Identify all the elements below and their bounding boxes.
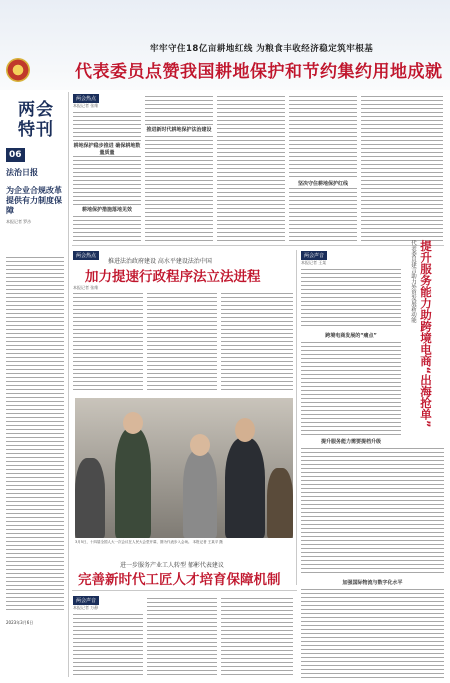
- article-body: [289, 94, 357, 242]
- section-tag: 两会声音: [73, 596, 99, 605]
- photo-figure: [235, 418, 255, 442]
- subhead: 坚决守住耕地保护红线: [289, 180, 357, 187]
- article-kicker: 代表委员建言助力外贸发展新动能: [410, 240, 416, 323]
- section-tag: 两会声音: [301, 251, 327, 260]
- masthead-banner: [0, 0, 450, 90]
- article-body: [301, 587, 444, 678]
- photo-figure: [75, 458, 105, 538]
- sidebar-headline: 为企业合规改革提供有力制度保障: [6, 186, 62, 215]
- sidebar-article-body: [6, 255, 64, 610]
- subhead: 耕地保护措施落地见效: [73, 206, 141, 213]
- article-body: [147, 291, 217, 391]
- national-emblem-icon: [6, 58, 30, 82]
- article-body: [221, 596, 293, 678]
- photo-figure: [190, 434, 210, 456]
- newspaper-name: 法治日报: [6, 167, 38, 177]
- article-body: [301, 446, 444, 576]
- article-title: 提升服务能力助跨境电商“出海抢单”: [419, 240, 433, 428]
- photo-caption: [75, 540, 293, 545]
- article-body: [145, 94, 213, 242]
- section-tag: 两会热点: [73, 94, 99, 103]
- sidebar: [6, 100, 66, 670]
- sidebar-reporter: 本报记者 罗沙: [6, 219, 32, 224]
- caption-text: 3月5日，十四届全国人大一次会议在人民大会堂开幕，图为代表步入会场。: [75, 540, 192, 544]
- article-kicker: 进一步服务产业工人转型 郁彬代表建议: [120, 562, 224, 569]
- section-divider: [72, 590, 297, 591]
- subhead: 加强国际物流与数字化水平: [342, 580, 403, 586]
- issue-date: 2023年3月6日: [6, 620, 34, 625]
- byline: 本报记者 王某: [301, 260, 327, 265]
- article-body: [217, 94, 285, 242]
- article-body: [301, 267, 401, 329]
- page-number: 06: [6, 148, 25, 162]
- article-body: [147, 596, 217, 678]
- article-body: [73, 612, 143, 678]
- photo-credit: 本报记者 王某平 摄: [192, 540, 223, 544]
- section-divider: [72, 245, 444, 246]
- news-photo: [75, 398, 293, 538]
- article-body: [301, 340, 401, 435]
- article-body: [221, 291, 293, 391]
- column-divider: [296, 250, 297, 585]
- column-divider: [68, 92, 69, 677]
- section-tag: 两会热点: [73, 251, 99, 260]
- main-headline: 代表委员点赞我国耕地保护和节约集约用地成就: [75, 62, 443, 82]
- byline: 本报记者 张维: [73, 285, 99, 290]
- article-title: 加力提速行政程序法立法进程: [85, 269, 261, 285]
- subhead: 跨境电商发展的“痛点”: [325, 333, 377, 339]
- photo-figure: [183, 450, 217, 538]
- article-title: 完善新时代工匠人才培育保障机制: [78, 572, 281, 588]
- sub-headline: 牢牢守住18亿亩耕地红线 为粮食丰收经济稳定筑牢根基: [150, 44, 374, 54]
- subhead: 耕地保护稳步推进 确保耕地数量质量: [73, 143, 141, 156]
- photo-figure: [267, 468, 293, 538]
- photo-figure: [225, 438, 265, 538]
- article-body: [361, 94, 443, 242]
- special-issue-title: 两会: [18, 100, 54, 120]
- article-body: [73, 291, 143, 391]
- special-issue-title: 特刊: [18, 120, 54, 140]
- article-kicker: 推进法治政府建设 高水平建设法治中国: [108, 258, 212, 265]
- photo-figure: [123, 412, 143, 434]
- photo-figure: [115, 428, 151, 538]
- article-body: [73, 110, 141, 242]
- byline: 本报记者 张维: [73, 103, 99, 108]
- subhead: 推进新时代耕地保护法治建设: [146, 127, 212, 133]
- byline: 本报记者 万静: [73, 605, 99, 610]
- subhead: 提升服务能力需要提档升级: [320, 439, 381, 445]
